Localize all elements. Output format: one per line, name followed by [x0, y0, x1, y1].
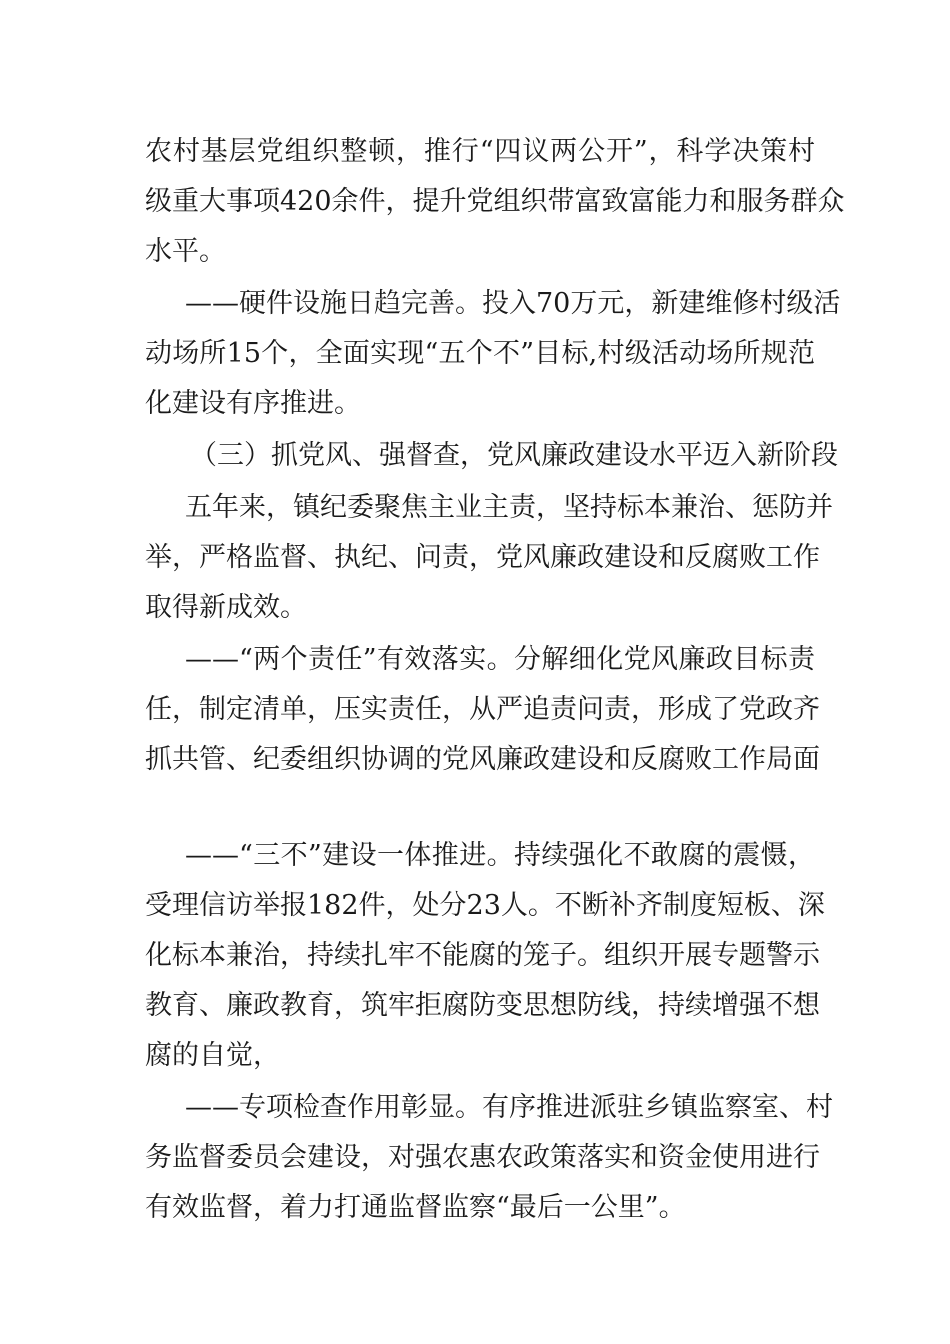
- paragraph-line: 动场所15个，全面实现“五个不”目标,村级活动场所规范: [145, 338, 815, 369]
- paragraph-line: 农村基层党组织整顿，推行“四议两公开”，科学决策村: [145, 136, 815, 167]
- paragraph-line: ——专项检查作用彰显。有序推进派驻乡镇监察室、村: [185, 1092, 833, 1123]
- paragraph-line: ——“三不”建设一体推进。持续强化不敢腐的震慑，: [185, 840, 815, 871]
- paragraph-line: 水平。: [145, 236, 226, 267]
- paragraph-line: 化标本兼治，持续扎牢不能腐的笼子。组织开展专题警示: [145, 940, 820, 971]
- paragraph-line: ——“两个责任”有效落实。分解细化党风廉政目标责: [185, 644, 815, 675]
- paragraph-line: 教育、廉政教育，筑牢拒腐防变思想防线，持续增强不想: [145, 990, 820, 1021]
- paragraph-line: ——硬件设施日趋完善。投入70万元，新建维修村级活: [185, 288, 841, 319]
- paragraph-line: 有效监督，着力打通监督监察“最后一公里”。: [145, 1192, 686, 1223]
- paragraph-line: 受理信访举报182件，处分23人。不断补齐制度短板、深: [145, 890, 825, 921]
- paragraph-line: 抓共管、纪委组织协调的党风廉政建设和反腐败工作局面: [145, 744, 820, 775]
- paragraph-line: 取得新成效。: [145, 592, 307, 623]
- paragraph-line: 举，严格监督、执纪、问责，党风廉政建设和反腐败工作: [145, 542, 820, 573]
- paragraph-line: 化建设有序推进。: [145, 388, 361, 419]
- paragraph-line: 任，制定清单，压实责任，从严追责问责，形成了党政齐: [145, 694, 820, 725]
- paragraph-line: 腐的自觉，: [145, 1040, 280, 1071]
- paragraph-line: 级重大事项420余件，提升党组织带富致富能力和服务群众: [145, 186, 845, 217]
- section-heading: （三）抓党风、强督查，党风廉政建设水平迈入新阶段: [190, 440, 838, 471]
- paragraph-line: 务监督委员会建设，对强农惠农政策落实和资金使用进行: [145, 1142, 820, 1173]
- paragraph-line: 五年来，镇纪委聚焦主业主责，坚持标本兼治、惩防并: [185, 492, 833, 523]
